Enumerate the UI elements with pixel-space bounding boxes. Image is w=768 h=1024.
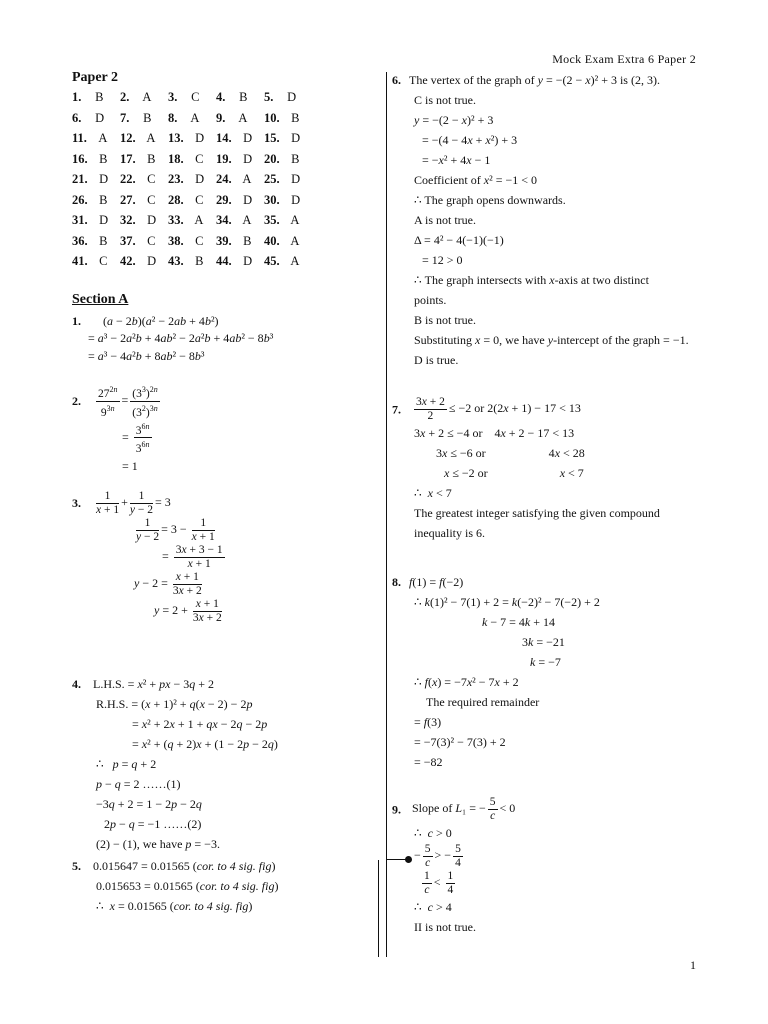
answer-letter: D [192,131,205,145]
question-number: 32. [120,213,136,227]
answer-letter: C [188,90,200,104]
answer-letter: C [96,254,108,268]
question-number: 11. [72,131,87,145]
answer-item [72,152,120,167]
question-number: 25. [264,172,280,186]
question-number: 30. [264,192,280,207]
answer-item [120,131,168,146]
question-number: 26. [72,192,88,207]
question-number: 45. [264,254,280,268]
answer-letter: D [288,172,301,186]
answer-row [72,90,312,111]
question-number: 36. [72,233,88,248]
answer-item [168,152,216,167]
answer-letter: D [240,192,253,207]
solution-9: 9. Slope of L₁ = − $\frac{5}{c}$ < 0 ∴ c > 0 − $\frac{5}{c}$ > − $\frac{5}{4}$ $\frac{1}{c}$ < $\frac{1}{4}$ ∴ c > 4 II is not true. [392,796,516,934]
question-number: 40. [264,233,280,248]
answer-letter: B [96,151,108,166]
answer-letter: A [192,213,204,227]
question-number: 12. [120,131,136,145]
question-number: 7. [120,110,130,125]
answer-letter: A [288,254,300,268]
question-number: 24. [216,172,232,186]
paper-title: Paper 2 [72,70,119,85]
question-number: 8. [168,110,178,125]
answer-letter: D [192,172,205,186]
question-number: 2. [120,90,130,104]
answer-item [216,213,264,228]
answer-item [168,234,216,249]
answer-row [72,213,312,234]
answer-letter: B [240,233,252,248]
question-number: 31. [72,213,88,227]
answer-letter: C [144,192,156,207]
solution-5: 5. 0.015647 = 0.01565 (cor. to 4 sig. fig) 0.015653 = 0.01565 (cor. to 4 sig. fig) ∴ x = 0.01565 (cor. to 4 sig. fig) [72,859,279,913]
answer-row [72,172,312,193]
answer-letter: D [240,131,253,145]
answer-letter: B [192,254,204,268]
answer-letter: C [192,192,204,207]
answer-item [216,90,264,105]
answer-row [72,152,312,173]
answer-letter: D [240,151,253,166]
answer-letter: C [144,172,156,186]
answer-letter: B [236,90,248,104]
margin-bracket [378,860,379,957]
question-number: 19. [216,151,232,166]
answer-letter: D [288,192,301,207]
solution-2: 2. $\frac{27^{2n}}{9^{3n}}$ = $\frac{(3^3)^{2n}}{(3^2)^{3n}}$ = $\frac{3^{6n}}{3^{6n}}$ = 1 [72,385,158,474]
answer-letter: B [140,110,152,125]
solution-8: 8. f(1) = f(−2) ∴ k(1)² − 7(1) + 2 = k(−2)² − 7(−2) + 2 k − 7 = 4k + 14 3k = −21 k = −7 ∴ f(x) = −7x² − 7x + 2 The required remainder = f(3) = −7(3)² − 7(3) + 2 = −82 [392,575,600,769]
answer-row [72,193,312,214]
answer-item [216,111,264,126]
answer-grid [72,90,312,275]
answer-item [72,111,120,126]
answer-letter: A [240,213,252,227]
answer-letter: D [92,110,105,125]
answer-letter: D [240,254,253,268]
question-number: 34. [216,213,232,227]
answer-item [120,254,168,269]
question-number: 37. [120,233,136,248]
answer-item [264,111,312,126]
answer-item [216,152,264,167]
answer-letter: D [284,90,297,104]
answer-letter: A [240,172,252,186]
answer-letter: A [188,110,200,125]
answer-letter: D [144,254,157,268]
answer-item [120,213,168,228]
answer-letter: D [144,213,157,227]
question-number: 6. [72,110,82,125]
column-divider [386,72,387,957]
question-number: 27. [120,192,136,207]
answer-item [72,193,120,208]
question-number: 44. [216,254,232,268]
answer-item [264,234,312,249]
question-number: 1. [72,90,82,104]
question-number: 17. [120,151,136,166]
solution-6: 6. The vertex of the graph of y = −(2 − x)² + 3 is (2, 3). C is not true. y = −(2 − x)² + 3 = −(4 − 4x + x²) + 3 = −x² + 4x − 1 Coefficient of x² = −1 < 0 ∴ The graph opens downwards. A is not true. Δ = 4² − 4(−1)(−1) = 12 > 0 ∴ The graph intersects with x-axis at two distinct points. B is not true. Substituting x = 0, we have y-intercept of the graph = −1. D is true. [392,73,689,367]
answer-letter: B [96,233,108,248]
solution-7: 7. $\frac{3x + 2}{2}$ ≤ −2 or 2(2x + 1) − 17 < 13 3x + 2 ≤ −4 or 4x + 2 − 17 < 13 3x ≤ −6 or 4x < 28 x ≤ −2 or x < 7 ∴ x < 7 The greatest integer satisfying the given compound inequality is 6. [392,396,660,540]
question-number: 3. [168,90,178,104]
answer-item [264,131,312,146]
answer-letter: A [144,131,156,145]
question-number: 23. [168,172,184,186]
answer-item [264,90,312,105]
question-number: 5. [264,90,274,104]
question-number: 39. [216,233,232,248]
question-number: 13. [168,131,184,145]
question-number: 18. [168,151,184,166]
answer-item [72,172,120,187]
answer-item [168,111,216,126]
answer-item [72,90,120,105]
answer-letter: A [140,90,152,104]
question-number: 15. [264,131,280,145]
page-header: Mock Exam Extra 6 Paper 2 [552,52,696,66]
answer-item [120,172,168,187]
question-number: 29. [216,192,232,207]
answer-item [216,234,264,249]
answer-item [120,193,168,208]
answer-letter: D [96,172,109,186]
answer-letter: B [96,192,108,207]
answer-letter: B [288,151,300,166]
answer-item [216,172,264,187]
question-number: 21. [72,172,88,186]
answer-letter: C [192,233,204,248]
solution-4: 4. L.H.S. = x² + px − 3q + 2 R.H.S. = (x + 1)² + q(x − 2) − 2p = x² + 2x + 1 + qx − 2q − 2p = x² + (q + 2)x + (1 − 2p − 2q) ∴ p = q + 2 p − q = 2 ……(1) −3q + 2 = 1 − 2p − 2q 2p − q = −1 ……(2) (2) − (1), we have p = −3. [72,677,278,851]
answer-item [264,193,312,208]
question-number: 43. [168,254,184,268]
section-title: Section A [72,292,129,307]
question-number: 4. [216,90,226,104]
question-number: 16. [72,151,88,166]
answer-item [120,234,168,249]
question-number: 20. [264,151,280,166]
answer-item [168,90,216,105]
answer-letter: B [92,90,104,104]
answer-letter: A [288,213,300,227]
answer-item [216,193,264,208]
answer-letter: C [144,233,156,248]
page-number: 1 [690,958,696,972]
answer-letter: B [144,151,156,166]
answer-item [216,131,264,146]
answer-item [120,111,168,126]
question-number: 22. [120,172,136,186]
answer-item [264,172,312,187]
question-number: 9. [216,110,226,125]
answer-row [72,234,312,255]
question-number: 42. [120,254,136,268]
answer-item [168,172,216,187]
answer-row [72,131,312,152]
question-number: 10. [264,110,280,125]
question-number: 14. [216,131,232,145]
question-number: 35. [264,213,280,227]
answer-letter: A [236,110,248,125]
answer-item [216,254,264,269]
answer-item [72,131,120,146]
question-number: 28. [168,192,184,207]
answer-letter: D [288,131,301,145]
answer-item [168,131,216,146]
answer-item [264,213,312,228]
answer-item [264,254,312,269]
answer-item [168,254,216,269]
answer-item [168,193,216,208]
question-number: 38. [168,233,184,248]
answer-letter: B [288,110,300,125]
answer-item [264,152,312,167]
answer-item [120,90,168,105]
solution-1: 1. (a − 2b)(a² − 2ab + 4b²) = a³ − 2a²b + 4ab² − 2a²b + 4ab² − 8b³ = a³ − 4a²b + 8ab² − 8b³ [72,314,274,363]
answer-letter: C [192,151,204,166]
answer-item [72,213,120,228]
answer-letter: D [96,213,109,227]
question-number: 41. [72,254,88,268]
answer-item [120,152,168,167]
solution-3: 3. $\frac{1}{x + 1}$ + $\frac{1}{y - 2}$ = 3 $\frac{1}{y - 2}$ = 3 − $\frac{1}{x + 1}$ = $\frac{3x + 3 - 1}{x + 1}$ y − 2 = $\frac{x + 1}{3x + 2}$ y = 2 + $\frac{x + 1}{3x + 2}$ [72,490,223,624]
question-number: 33. [168,213,184,227]
answer-item [72,254,120,269]
answer-row [72,254,312,275]
answer-letter: A [288,233,300,248]
answer-item [72,234,120,249]
answer-letter: A [96,131,108,145]
answer-item [168,213,216,228]
answer-row [72,111,312,132]
